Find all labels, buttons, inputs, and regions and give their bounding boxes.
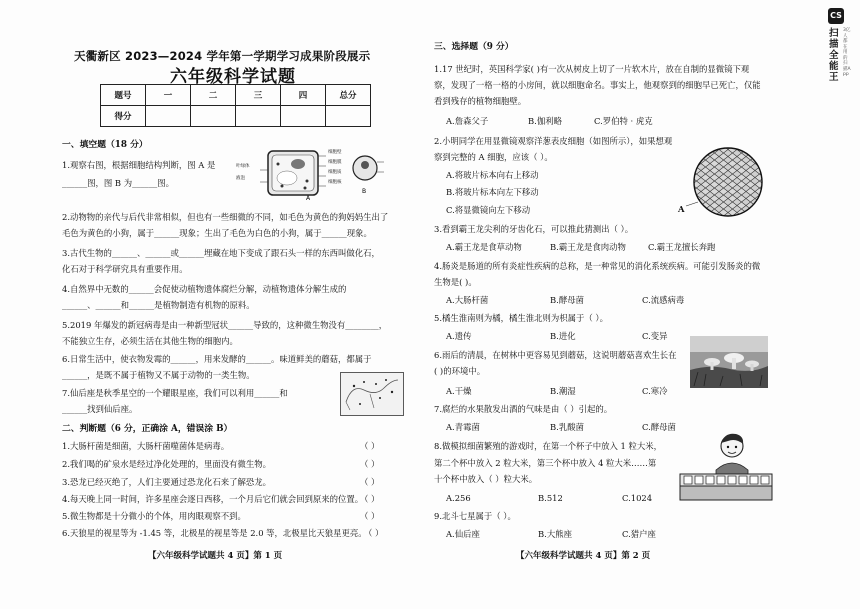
question-line: ______、______和______是植物制造有机物的原料。	[62, 300, 255, 310]
microscope-view-figure	[674, 146, 774, 218]
question-line: 6.日常生活中，使衣物发霉的______，用来发酵的______。味道鲜美的蘑菇，都属于	[62, 354, 372, 364]
question-line: 5.2019 年爆发的新冠病毒是由一种新型冠状______导致的，这种微生物没有________，	[62, 320, 388, 330]
question-line: 4.自然界中无数的______会促使动植物遗体腐烂分解，动植物遗体分解生成的	[62, 284, 347, 294]
question-line: 3.看到霸王龙尖利的牙齿化石，可以推此猜测出（ ）。	[434, 224, 634, 234]
question-line: 9.北斗七星属于（ ）。	[434, 511, 516, 521]
score-cell: 题号	[101, 85, 146, 106]
option-b[interactable]: B.潮湿	[550, 386, 576, 396]
option-a[interactable]: A.仙后座	[446, 529, 480, 539]
score-cell: 得分	[101, 106, 146, 127]
answer-bracket[interactable]: （ ）	[360, 511, 380, 521]
section-judge-title: 二、判断题（6 分，正确涂 A，错误涂 B）	[62, 424, 233, 434]
exam-subtitle: 六年级科学试题	[170, 67, 296, 87]
figure-label: 液泡	[236, 176, 245, 181]
question-line: 1.大肠杆菌是细菌，大肠杆菌噬菌体是病毒。	[62, 441, 230, 451]
question-line: 第二个杯中放入 2 粒大米，第三个杯中放入 4 粒大米……第	[434, 458, 657, 468]
option-b[interactable]: B.512	[538, 493, 563, 503]
figure-label-a: A	[678, 204, 685, 214]
option-c[interactable]: C.酵母菌	[642, 422, 676, 432]
option-b[interactable]: B.将玻片标本向左下移动	[446, 187, 539, 197]
option-a[interactable]: A.将玻片标本向右上移动	[446, 170, 539, 180]
option-b[interactable]: B.进化	[550, 331, 576, 341]
question-line: 化石对于科学研究具有重要作用。	[62, 264, 188, 274]
star-map-figure	[340, 372, 404, 416]
answer-bracket[interactable]: （ ）	[360, 477, 380, 487]
option-a[interactable]: A.青霉菌	[446, 422, 480, 432]
question-line: 十个杯中放入（ ）粒大米。	[434, 474, 538, 484]
option-b[interactable]: B.大熊座	[538, 529, 572, 539]
question-line: ( )的环境中。	[434, 366, 486, 376]
question-line: 2.动物物的亲代与后代非常相似，但也有一些细微的不同，如毛色为黄色的狗妈妈生出了	[62, 212, 389, 222]
question-line: 2.小明同学在用显微镜观察洋葱表皮细胞（如图所示），如果想观	[434, 136, 673, 146]
question-line: 看到残存的植物细胞壁。	[434, 96, 527, 106]
score-input-cell[interactable]	[326, 106, 371, 127]
answer-bracket[interactable]: （ ）	[364, 528, 384, 538]
question-line: 6.雨后的清晨，在树林中更容易见到蘑菇，这说明蘑菇喜欢生长在	[434, 350, 677, 360]
option-c[interactable]: C.将显微镜向左下移动	[446, 205, 531, 215]
scanner-watermark	[826, 8, 850, 98]
left-page	[60, 0, 420, 609]
option-c[interactable]: C.1024	[622, 493, 653, 503]
question-line: 1.17 世纪时，英国科学家( )有一次从树皮上切了一片软木片，放在自制的显微镜下观	[434, 64, 750, 74]
question-line: 7.腐烂的水果散发出酒的气味是由（ ）引起的。	[434, 404, 613, 414]
camscanner-logo-icon: CS	[828, 8, 844, 24]
score-input-cell[interactable]	[191, 106, 236, 127]
section-choice-title: 三、选择题（9 分）	[434, 42, 514, 52]
figure-label: 叶绿体	[236, 164, 250, 169]
question-line: 生物是( )。	[434, 277, 477, 287]
question-line: 3.恐龙已经灭绝了，人们主要通过恐龙化石来了解恐龙。	[62, 477, 271, 487]
question-line: 毛色为黄色的小狗，属于______现象；生出了毛色为白色的小狗，属于______现象。	[62, 228, 372, 238]
page-footer: 【六年级科学试题共 4 页】第 1 页	[148, 551, 283, 561]
score-cell: 总分	[326, 85, 371, 106]
option-b[interactable]: B.霸王龙是食肉动物	[550, 242, 626, 252]
question-line: 2.我们喝的矿泉水是经过净化处理的，里面没有微生物。	[62, 459, 271, 469]
question-line: 4.每天晚上同一时间，许多星座会逐日西移，一个月后它们就会回到原来的位置。	[62, 494, 364, 504]
question-line: ______图，图 B 为______图。	[62, 178, 174, 188]
option-a[interactable]: A.霸王龙是食草动物	[446, 242, 522, 252]
option-b[interactable]: B.乳酸菌	[550, 422, 584, 432]
option-c[interactable]: C.霸王龙擅长奔跑	[648, 242, 716, 252]
option-a[interactable]: A.干燥	[446, 386, 472, 396]
option-c[interactable]: C.猎户座	[622, 529, 656, 539]
score-input-cell[interactable]	[146, 106, 191, 127]
score-cell: 四	[281, 85, 326, 106]
score-input-cell[interactable]	[281, 106, 326, 127]
option-c[interactable]: C.流感病毒	[642, 295, 685, 305]
question-line: 不能独立生存，必须生活在其他生物的细胞内。	[62, 336, 238, 346]
question-line: 察，发现了一格一格的小房间，就以细胞命名。事实上，他观察到的细胞早已死亡，仅能	[434, 80, 761, 90]
mushroom-photo	[690, 336, 768, 388]
figure-label: 细胞膜	[328, 160, 342, 165]
figure-label: 细胞壁	[328, 150, 342, 155]
question-line: 6.天狼星的视星等为 -1.45 等，北极星的视星等是 2.0 等，北极星比天狼星更亮。	[62, 528, 367, 538]
option-a[interactable]: A.詹森父子	[446, 116, 489, 126]
option-a[interactable]: A.大肠杆菌	[446, 295, 489, 305]
score-cell: 一	[146, 85, 191, 106]
score-cell: 三	[236, 85, 281, 106]
answer-bracket[interactable]: （ ）	[360, 494, 380, 504]
score-table-header-row	[101, 85, 371, 106]
question-line: 4.肠炎是肠道的所有炎症性疾病的总称，是一种常见的消化系统疾病。可能引发肠炎的微	[434, 261, 761, 271]
question-line: 1.观察右图，根据细胞结构判断，图 A 是	[62, 160, 216, 170]
question-line: ______，是既不属于植物又不属于动物的一类生物。	[62, 370, 255, 380]
answer-bracket[interactable]: （ ）	[360, 441, 380, 451]
exam-title: 天衢新区 2023—2024 学年第一学期学习成果阶段展示	[74, 49, 371, 63]
question-line: 察到完整的 A 细胞，应该（ ）。	[434, 152, 553, 162]
question-line: 5.微生物都是十分微小的个体，用肉眼观察不到。	[62, 511, 246, 521]
score-table	[100, 84, 371, 127]
svg-text:B: B	[362, 188, 367, 195]
answer-bracket[interactable]: （ ）	[360, 459, 380, 469]
question-line: 8.做模拟细菌繁殖的游戏时，在第一个杯子中放入 1 粒大米，	[434, 441, 663, 451]
option-a[interactable]: A.遗传	[446, 331, 472, 341]
option-c[interactable]: C.变异	[642, 331, 668, 341]
score-input-cell[interactable]	[236, 106, 281, 127]
figure-label: 细胞核	[328, 180, 342, 185]
option-a[interactable]: A.256	[446, 493, 471, 503]
rice-cups-figure	[678, 430, 774, 504]
watermark-title: 扫描全能王	[829, 28, 839, 83]
watermark-subtitle: 3亿人都在用的扫描App	[843, 28, 851, 77]
question-line: 5.橘生淮南则为橘，橘生淮北则为枳属于（ ）。	[434, 313, 608, 323]
svg-text:A: A	[306, 195, 311, 200]
option-c[interactable]: C.寒冷	[642, 386, 668, 396]
option-b[interactable]: B.伽利略	[528, 116, 562, 126]
score-table-score-row	[101, 106, 371, 127]
section-fill-blank-title: 一、填空题（18 分）	[62, 140, 148, 150]
score-cell: 二	[191, 85, 236, 106]
question-line: 7.仙后座是秋季星空的一个耀眼星座，我们可以利用______和	[62, 388, 288, 398]
question-line: ______找到仙后座。	[62, 404, 138, 414]
question-line: 3.古代生物的______、______或______埋藏在地下变成了跟石头一样的东西叫做化石，	[62, 248, 380, 258]
option-c[interactable]: C.罗伯特 · 虎克	[594, 116, 653, 126]
page-footer: 【六年级科学试题共 4 页】第 2 页	[516, 551, 651, 561]
option-b[interactable]: B.酵母菌	[550, 295, 584, 305]
figure-label: 细胞质	[328, 170, 342, 175]
right-page	[432, 0, 804, 609]
